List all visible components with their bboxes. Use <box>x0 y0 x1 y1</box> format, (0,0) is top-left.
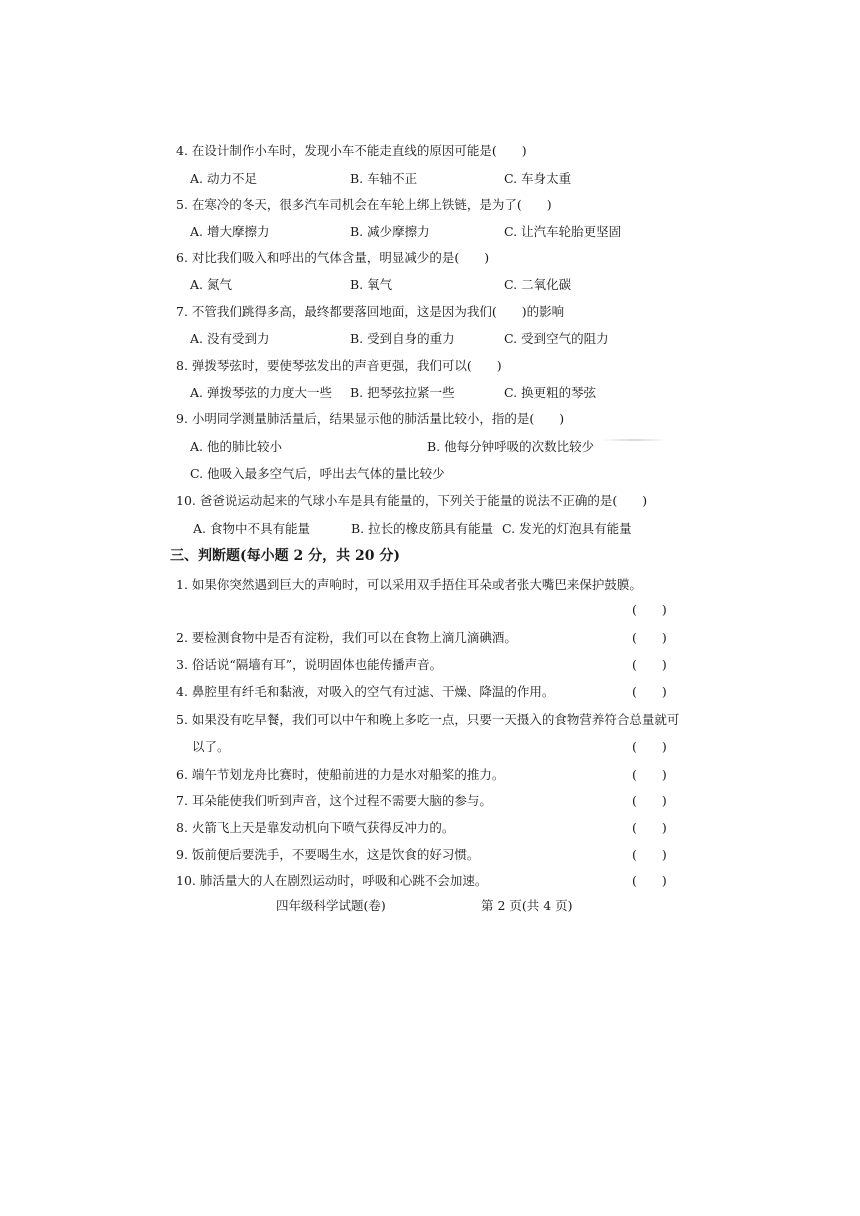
mc-option-5c: C. 让汽车轮胎更坚固 <box>504 224 622 239</box>
mc-option-6b: B. 氧气 <box>350 277 393 292</box>
mc-option-4c: C. 车身太重 <box>504 171 572 186</box>
tf-answer-blank-1: ( ) <box>632 602 667 617</box>
mc-question-5: 5. 在寒冷的冬天，很多汽车司机会在车轮上绑上铁链，是为了( ) <box>176 197 552 212</box>
tf-answer-blank-7: ( ) <box>632 793 667 808</box>
mc-question-8: 8. 弹拨琴弦时，要使琴弦发出的声音更强，我们可以( ) <box>176 358 502 373</box>
tf-item-4: 4. 鼻腔里有纤毛和黏液，对吸入的空气有过滤、干燥、降温的作用。 <box>176 684 555 699</box>
tf-answer-blank-6: ( ) <box>632 767 667 782</box>
mc-option-4a: A. 动力不足 <box>190 171 257 186</box>
mc-option-10c: C. 发光的灯泡具有能量 <box>502 521 632 536</box>
mc-option-8a: A. 弹拨琴弦的力度大一些 <box>190 385 332 400</box>
mc-option-7a: A. 没有受到力 <box>190 331 270 346</box>
mc-option-9a: A. 他的肺比较小 <box>190 439 282 454</box>
mc-option-9c: C. 他吸入最多空气后，呼出去气体的量比较少 <box>190 466 445 481</box>
footer-page-number: 第 2 页(共 4 页) <box>481 898 573 913</box>
footer-exam-title: 四年级科学试题(卷) <box>276 898 386 913</box>
tf-answer-blank-9: ( ) <box>632 847 667 862</box>
mc-question-7: 7. 不管我们跳得多高，最终都要落回地面，这是因为我们( )的影响 <box>176 304 565 319</box>
tf-item-10: 10. 肺活量大的人在剧烈运动时，呼吸和心跳不会加速。 <box>176 873 488 888</box>
mc-option-10a: A. 食物中不具有能量 <box>193 521 310 536</box>
tf-item-2: 2. 要检测食物中是否有淀粉，我们可以在食物上滴几滴碘酒。 <box>176 630 517 645</box>
mc-option-7c: C. 受到空气的阻力 <box>504 331 609 346</box>
mc-option-8b: B. 把琴弦拉紧一些 <box>350 385 455 400</box>
mc-option-8c: C. 换更粗的琴弦 <box>504 385 597 400</box>
tf-item-9: 9. 饭前便后要洗手，不要喝生水，这是饮食的好习惯。 <box>176 847 480 862</box>
tf-answer-blank-2: ( ) <box>632 630 667 645</box>
tf-answer-blank-4: ( ) <box>632 684 667 699</box>
tf-answer-blank-3: ( ) <box>632 657 667 672</box>
tf-item-3: 3. 俗话说“隔墙有耳”，说明固体也能传播声音。 <box>176 657 443 672</box>
mc-question-4: 4. 在设计制作小车时，发现小车不能走直线的原因可能是( ) <box>176 143 527 158</box>
tf-answer-blank-5: ( ) <box>632 739 667 754</box>
section-heading-judgment: 三、判断题(每小题 2 分，共 20 分) <box>170 548 400 564</box>
tf-item-8: 8. 火箭飞上天是靠发动机向下喷气获得反冲力的。 <box>176 820 455 835</box>
tf-answer-blank-8: ( ) <box>632 820 667 835</box>
mc-option-9b: B. 他每分钟呼吸的次数比较少 <box>427 439 595 454</box>
tf-item-7: 7. 耳朵能使我们听到声音，这个过程不需要大脑的参与。 <box>176 793 492 808</box>
mc-option-4b: B. 车轴不正 <box>350 171 418 186</box>
mc-question-10: 10. 爸爸说运动起来的气球小车是具有能量的，下列关于能量的说法不正确的是( ) <box>176 493 648 508</box>
tf-item-5: 5. 如果没有吃早餐，我们可以中午和晚上多吃一点，只要一天摄入的食物营养符合总量就可 <box>176 712 680 727</box>
tf-item-6: 6. 端午节划龙舟比赛时，使船前进的力是水对船桨的推力。 <box>176 767 505 782</box>
mc-option-6c: C. 二氧化碳 <box>504 277 572 292</box>
tf-item-5-continuation: 以了。 <box>192 739 230 754</box>
tf-answer-blank-10: ( ) <box>632 873 667 888</box>
tf-item-1: 1. 如果你突然遇到巨大的声响时，可以采用双手捂住耳朵或者张大嘴巴来保护鼓膜。 <box>176 577 642 592</box>
mc-question-9: 9. 小明同学测量肺活量后，结果显示他的肺活量比较小，指的是( ) <box>176 411 565 426</box>
scan-smudge <box>600 439 668 441</box>
mc-option-7b: B. 受到自身的重力 <box>350 331 455 346</box>
mc-question-6: 6. 对比我们吸入和呼出的气体含量，明显减少的是( ) <box>176 250 490 265</box>
mc-option-10b: B. 拉长的橡皮筋具有能量 <box>351 521 494 536</box>
mc-option-5a: A. 增大摩擦力 <box>190 224 270 239</box>
mc-option-6a: A. 氮气 <box>190 277 232 292</box>
mc-option-5b: B. 减少摩擦力 <box>350 224 430 239</box>
